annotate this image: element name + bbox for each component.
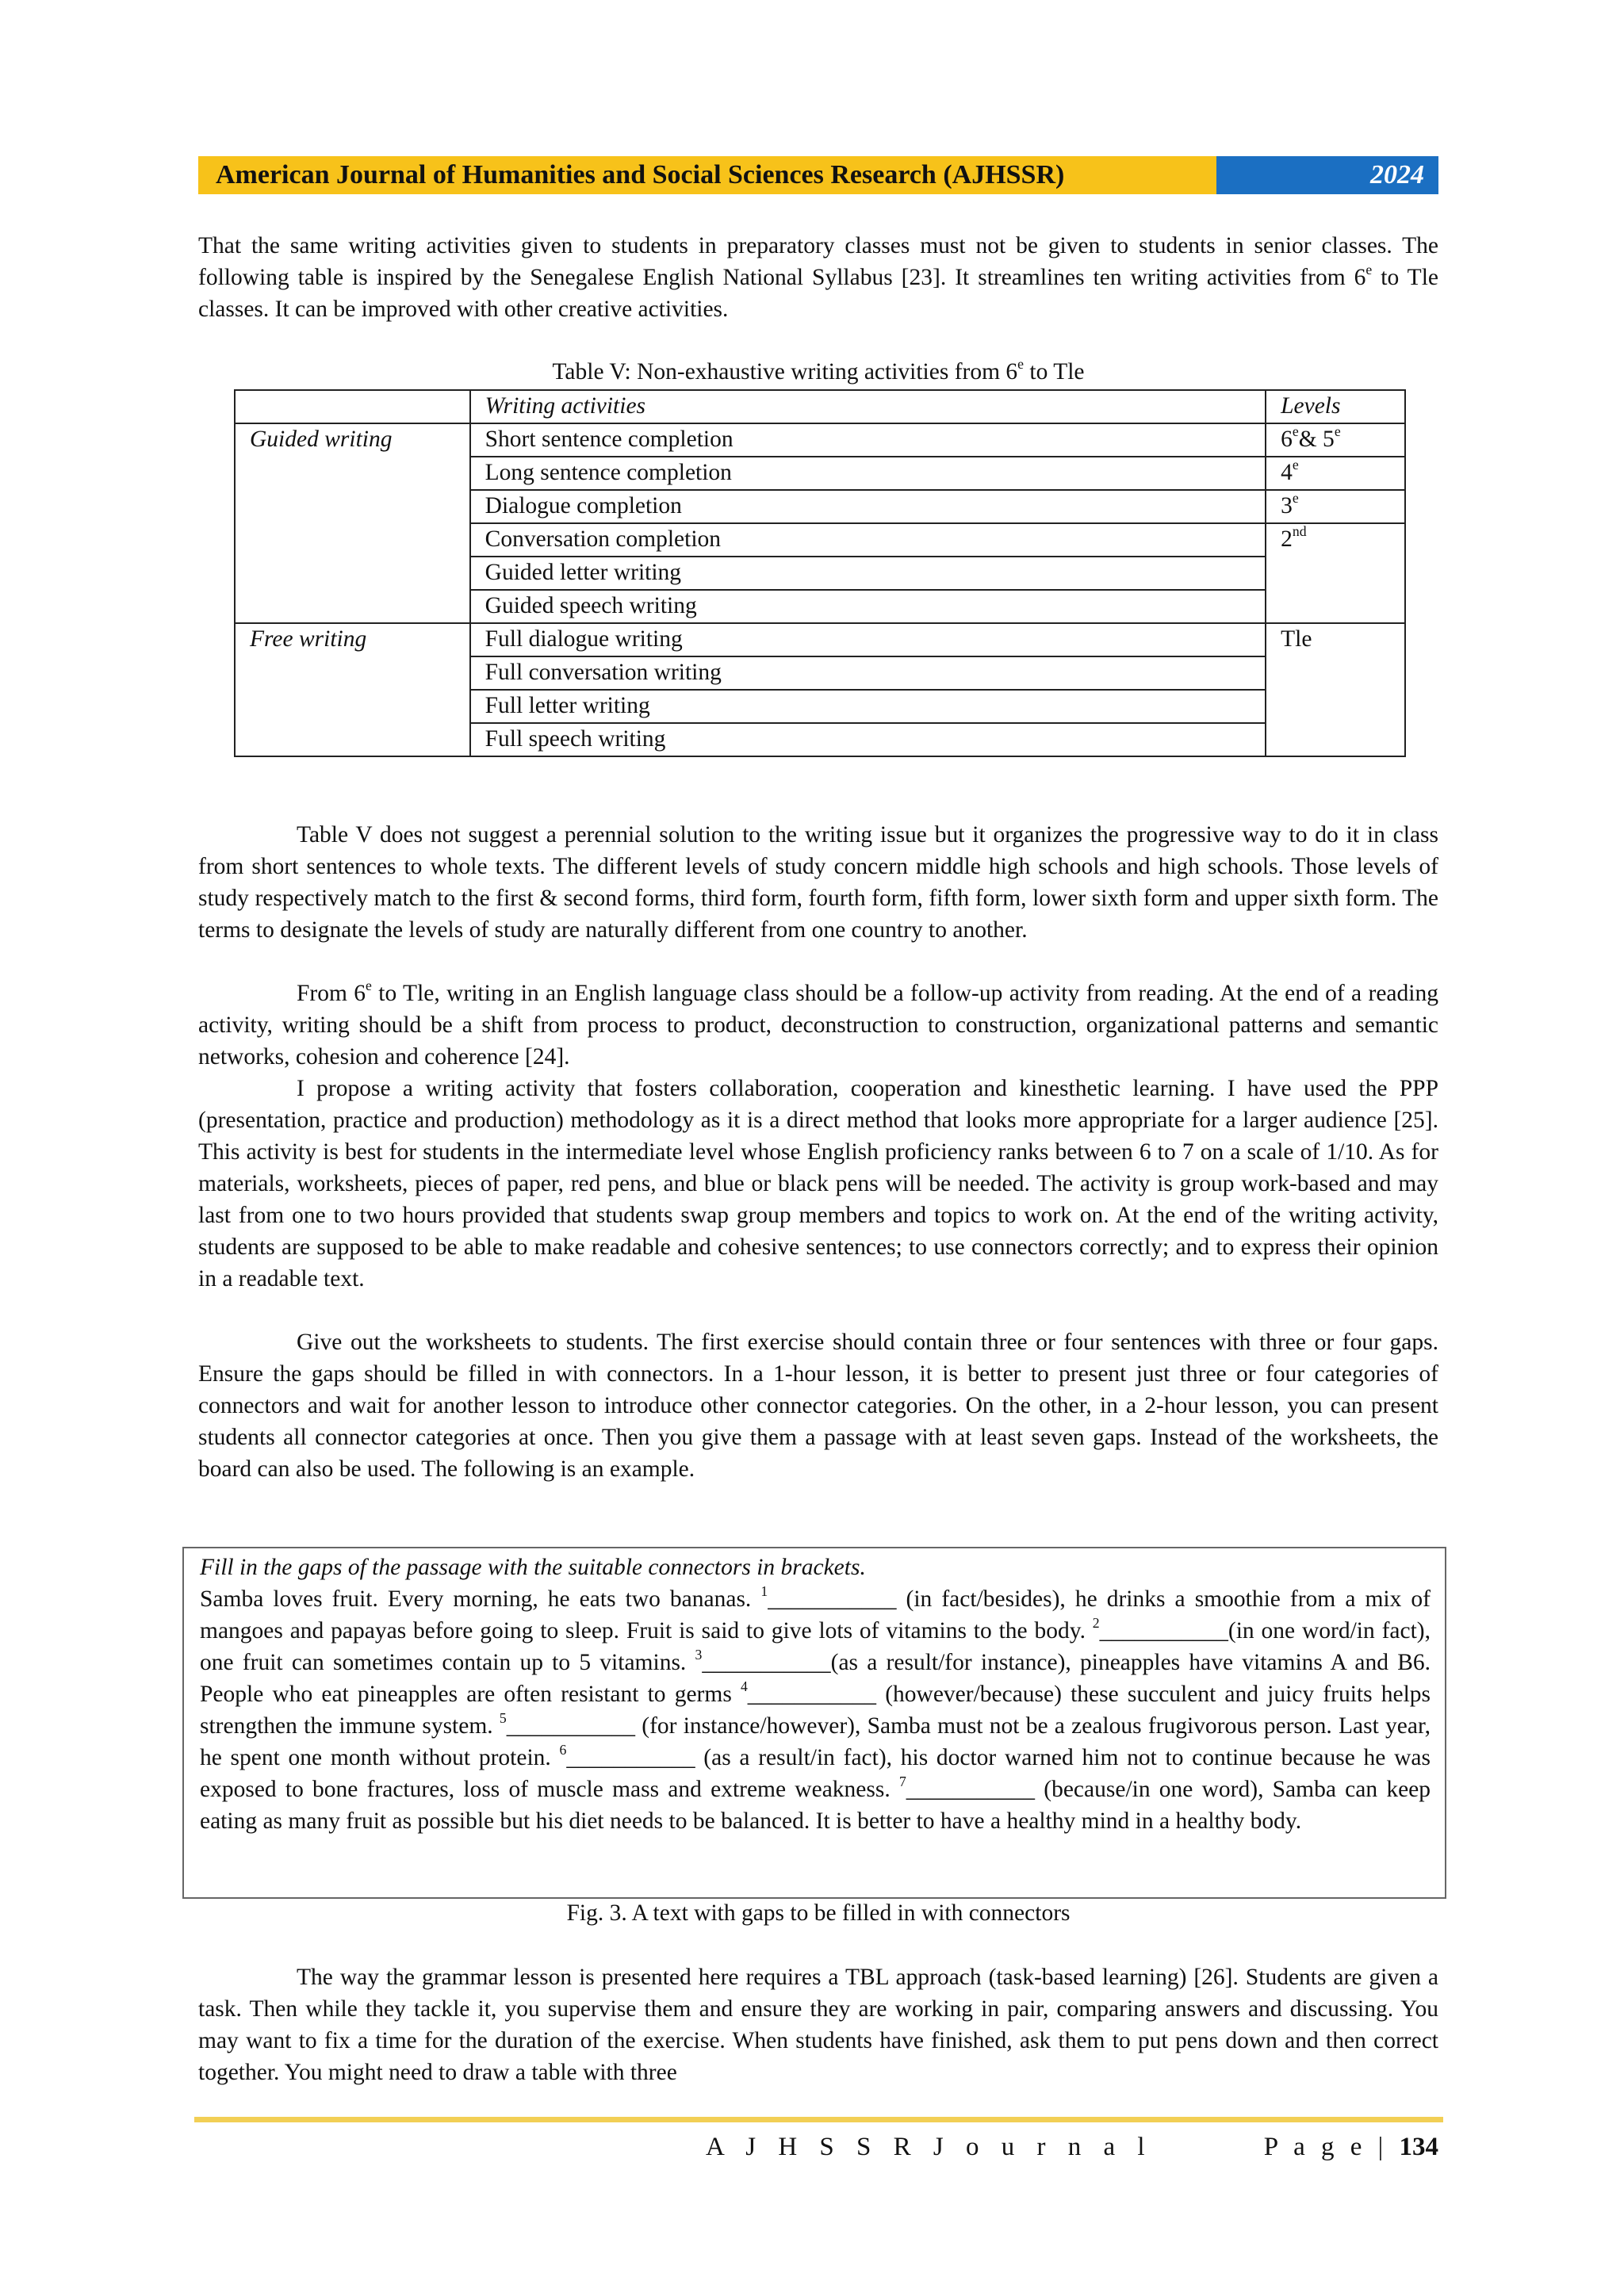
level-cell: Tle (1266, 623, 1405, 656)
activity-cell: Full dialogue writing (470, 623, 1266, 656)
column-header-activities: Writing activities (470, 390, 1266, 423)
activity-cell: Guided speech writing (470, 590, 1266, 623)
body-paragraph: I propose a writing activity that fosters collaboration, cooperation and kinesthetic learning. I have used the PPP (presentation, practice and production) methodology as it is a direct method that looks more appropriate for a larger audience [25]. This activity is best for students in the intermediate level whose English proficiency ranks between 6 to 7 on a scale of 1/10. As for materials, worksheets, pieces of paper, red pens, and blue or black pens will be needed. The activity is group work-based and may last from one to two hours provided that students swap group members and topics to work on. At the end of the writing activity, students are supposed to be able to make readable and cohesive sentences; to use connectors correctly; and to express their opinion in a readable text. (198, 1076, 1438, 1292)
activity-cell: Full letter writing (470, 690, 1266, 723)
level-cell: 6e& 5e (1266, 423, 1405, 457)
body-paragraph: Table V does not suggest a perennial solution to the writing issue but it organizes the progressive way to do it in class from short sentences to whole texts. The different levels of study concern middle high schools and high schools. Those levels of study respectively match to the first & second forms, third form, fourth form, fifth form, lower sixth form and upper sixth form. The terms to designate the levels of study are naturally different from one country to another. (198, 822, 1438, 943)
table-row (235, 723, 1405, 756)
table-row (235, 523, 1405, 557)
table-row (235, 656, 1405, 690)
exercise-passage: Samba loves fruit. Every morning, he eats two bananas. $^1$___________ (in fact/besides), he drinks a smoothie from a mix of mangoes and papayas before going to sleep. Fruit is said to give lots of vitamins to the body. $^2$___________(in one word/in fact), one fruit can sometimes contain up to 5 vitamins. $^3$___________(as a result/for instance), pineapples have vitamins A and B6. People who eat pineapples are often resistant to germs $^4$___________ (however/because) these succulent and juicy fruits helps strengthen the immune system. $^5$___________ (for instance/however), Samba must not be a zealous frugivorous person. Last year, he spent one month without protein. $^6$___________ (as a result/in fact), his doctor warned him not to continue because he was exposed to bone fractures, loss of muscle mass and extreme weakness. $^7$___________ (because/in one word), Samba can keep eating as many fruit as possible but his diet needs to be balanced. It is better to have a healthy mind in a healthy body. (200, 1583, 1431, 1834)
activity-cell: Guided letter writing (470, 557, 1266, 590)
category-free-writing: Free writing (235, 623, 470, 656)
table-row (235, 557, 1405, 590)
activity-cell: Full speech writing (470, 723, 1266, 756)
activity-cell: Conversation completion (470, 523, 1266, 557)
exercise-box (182, 1547, 1446, 1899)
body-paragraph: Give out the worksheets to students. The first exercise should contain three or four sentences with three or four gaps. Ensure the gaps should be filled in with connectors. In a 1-hour lesson, it is better to present just three or four categories of connectors and wait for another lesson to introduce other connector categories. On the other, in a 2-hour lesson, you can present students all connector categories at once. Then you give them a passage with at least seven gaps. Instead of the worksheets, the board can also be used. The following is an example. (198, 1330, 1438, 1482)
figure-caption: Fig. 3. A text with gaps to be filled in with connectors (566, 1900, 1071, 1926)
footer-divider (194, 2117, 1443, 2122)
writing-activities-table (234, 389, 1406, 757)
activity-cell: Full conversation writing (470, 656, 1266, 690)
footer-journal: A J H S S R J o u r n a l (706, 2133, 1153, 2161)
journal-year: 2024 (1216, 156, 1438, 194)
activity-cell: Long sentence completion (470, 457, 1266, 490)
table-row (235, 623, 1405, 656)
table-row (235, 423, 1405, 457)
table-row (235, 590, 1405, 623)
level-cell: 4e (1266, 457, 1405, 490)
activity-cell: Short sentence completion (470, 423, 1266, 457)
page-footer (198, 2131, 1438, 2163)
exercise-instruction: Fill in the gaps of the passage with the suitable connectors in brackets. (200, 1555, 866, 1580)
table-header-row (235, 390, 1405, 423)
level-cell: 2nd (1266, 523, 1405, 557)
table-row (235, 490, 1405, 523)
page-number: 134 (1399, 2133, 1438, 2161)
journal-header (198, 156, 1438, 194)
category-guided-writing: Guided writing (235, 423, 470, 457)
body-paragraph: The way the grammar lesson is presented here requires a TBL approach (task-based learning) [26]. Students are given a task. Then while they tackle it, you supervise them and ensure they are working in pair, comparing answers and discussing. You may want to fix a time for the duration of the exercise. When students have finished, ask them to put pens down and then correct together. You might need to draw a table with three (198, 1965, 1438, 2085)
empty-header-cell (235, 390, 470, 423)
table-row (235, 690, 1405, 723)
footer-page: P a g e | 134 (1263, 2133, 1438, 2161)
activity-cell: Dialogue completion (470, 490, 1266, 523)
intro-paragraph: That the same writing activities given to students in preparatory classes must not be given to students in senior classes. The following table is inspired by the Senegalese English National Syllabus [23]. It streamlines ten writing activities from 6e to Tle classes. It can be improved with other creative activities. (198, 233, 1438, 322)
column-header-levels: Levels (1266, 390, 1405, 423)
body-paragraph: From 6e to Tle, writing in an English language class should be a follow-up activity from reading. At the end of a reading activity, writing should be a shift from process to product, deconstruction to construction, organizational patterns and semantic networks, cohesion and coherence [24]. (198, 978, 1438, 1070)
journal-title: American Journal of Humanities and Social Sciences Research (AJHSSR) (198, 156, 1216, 194)
table-caption: Table V: Non-exhaustive writing activities from 6e to Tle (552, 356, 1085, 385)
level-cell: 3e (1266, 490, 1405, 523)
table-row (235, 457, 1405, 490)
